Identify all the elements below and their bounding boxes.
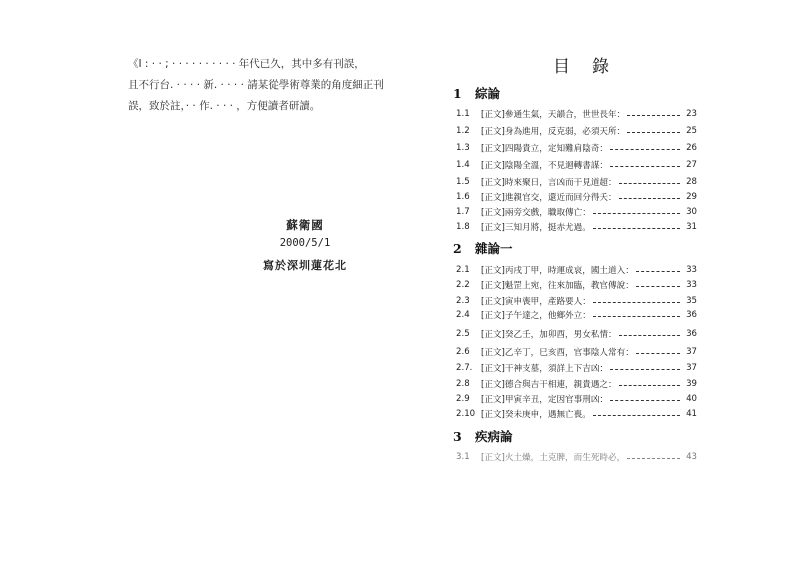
entry-page: 41 bbox=[686, 409, 697, 419]
entry-number: 2.4 bbox=[456, 310, 470, 320]
author-name: 蘇衛國 bbox=[286, 218, 324, 232]
entry-text: [正文]甲寅辛丑，定因官事刑凶： bbox=[481, 395, 609, 405]
entry-number: 2.7. bbox=[456, 363, 473, 373]
toc-entry[interactable] bbox=[456, 124, 697, 138]
entry-page: 40 bbox=[686, 394, 697, 404]
toc-entry[interactable] bbox=[456, 392, 697, 406]
section-number: 2 bbox=[453, 241, 462, 256]
entry-text: [正文]火土燥，土克脾，而生死時必， bbox=[481, 453, 626, 463]
entry-text: [正文]丙戌丁甲，時運成哀，國土道入： bbox=[481, 266, 634, 276]
dot-leader bbox=[593, 302, 680, 303]
entry-text: [正文]子午達之，他鄉外立： bbox=[481, 311, 591, 321]
preface-line: 誤，致於註，· · 作. · · · ，方便讀者研讀。 bbox=[128, 100, 321, 112]
entry-number: 3.1 bbox=[456, 452, 470, 462]
entry-page: 33 bbox=[686, 280, 697, 290]
section-title: 雜論一 bbox=[475, 241, 513, 256]
entry-page: 27 bbox=[686, 160, 697, 170]
entry-text: [正文]乙辛丁，巳亥酉，官事陰人常有： bbox=[481, 348, 634, 358]
entry-page: 25 bbox=[686, 126, 697, 136]
toc-entry[interactable] bbox=[456, 294, 697, 308]
entry-page: 29 bbox=[686, 192, 697, 202]
entry-number: 1.6 bbox=[456, 192, 470, 202]
section-title: 疾病論 bbox=[475, 429, 513, 444]
entry-number: 2.1 bbox=[456, 265, 470, 275]
entry-page: 35 bbox=[686, 296, 697, 306]
preface-line: 《I : · · ; · · · · · · · · · · 年代已久，其中多有刊誤， bbox=[128, 58, 365, 70]
toc-entry[interactable] bbox=[456, 407, 697, 421]
section-number: 1 bbox=[453, 86, 462, 101]
entry-text: [正文]癸乙壬，加卯酉，男女私情： bbox=[481, 330, 617, 340]
toc-entry[interactable] bbox=[456, 205, 697, 219]
entry-number: 2.10 bbox=[456, 409, 476, 419]
toc-entry[interactable] bbox=[456, 158, 697, 172]
dot-leader bbox=[593, 213, 680, 214]
entry-page: 26 bbox=[686, 143, 697, 153]
toc-entry[interactable] bbox=[456, 327, 697, 341]
entry-page: 37 bbox=[686, 347, 697, 357]
dot-leader bbox=[627, 115, 680, 116]
dot-leader bbox=[610, 149, 680, 150]
entry-text: [正文]陰陽全溫，不見迴轉書謀： bbox=[481, 161, 609, 171]
preface-line: 且不行台. · · · · 新. · · · · 請某從學術尊業的角度細正刊 bbox=[128, 79, 384, 91]
dot-leader bbox=[619, 183, 680, 184]
entry-page: 43 bbox=[686, 452, 697, 462]
entry-text: [正文]四陽貴立，定知難肩陰奇： bbox=[481, 144, 609, 154]
entry-page: 39 bbox=[686, 379, 697, 389]
preface-text bbox=[128, 54, 393, 117]
entry-text: [正文]寅申喪甲，產路要人： bbox=[481, 297, 591, 307]
entry-page: 37 bbox=[686, 363, 697, 373]
entry-text: [正文]兩旁交戲，職取傳亡： bbox=[481, 208, 591, 218]
dot-leader bbox=[627, 132, 680, 133]
dot-leader bbox=[593, 316, 680, 317]
toc-entry[interactable] bbox=[456, 345, 697, 359]
entry-text: [正文]身為進用，反克弱，必須天所： bbox=[481, 127, 626, 137]
entry-page: 28 bbox=[686, 177, 697, 187]
dot-leader bbox=[619, 198, 680, 199]
entry-number: 2.3 bbox=[456, 296, 470, 306]
toc-entry[interactable] bbox=[456, 190, 697, 204]
entry-number: 1.1 bbox=[456, 109, 470, 119]
dot-leader bbox=[593, 228, 680, 229]
dot-leader bbox=[610, 369, 680, 370]
entry-number: 1.8 bbox=[456, 222, 470, 232]
entry-text: [正文]德合與吉干相連，親貴遇之： bbox=[481, 380, 617, 390]
dot-leader bbox=[636, 353, 680, 354]
dot-leader bbox=[619, 385, 680, 386]
section-number: 3 bbox=[453, 429, 462, 444]
entry-text: [正文]干神支墓，須詳上下吉凶： bbox=[481, 364, 609, 374]
entry-number: 2.8 bbox=[456, 379, 470, 389]
toc-entry[interactable] bbox=[456, 278, 697, 292]
toc-entry[interactable] bbox=[456, 220, 697, 234]
entry-number: 1.3 bbox=[456, 143, 470, 153]
entry-number: 2.2 bbox=[456, 280, 470, 290]
entry-number: 1.5 bbox=[456, 177, 470, 187]
entry-text: [正文]三知月將，挺赤尤過。 bbox=[481, 223, 591, 233]
section-heading-3 bbox=[453, 427, 513, 445]
section-heading-1 bbox=[453, 84, 500, 102]
signature-place: 寫於深圳蓮花北 bbox=[263, 259, 347, 272]
dot-leader bbox=[610, 166, 680, 167]
entry-text: [正文]癸未庚申，遇無亡喪。 bbox=[481, 410, 591, 420]
toc-entry[interactable] bbox=[456, 450, 697, 464]
toc-entry[interactable] bbox=[456, 377, 697, 391]
entry-number: 1.7 bbox=[456, 207, 470, 217]
left-page bbox=[0, 0, 396, 562]
entry-page: 36 bbox=[686, 329, 697, 339]
entry-page: 30 bbox=[686, 207, 697, 217]
dot-leader bbox=[636, 271, 680, 272]
toc-entry[interactable] bbox=[456, 141, 697, 155]
entry-page: 31 bbox=[686, 222, 697, 232]
section-heading-2 bbox=[453, 239, 513, 257]
entry-text: [正文]魁罡上宛，往來加臨，教官傳說： bbox=[481, 281, 634, 291]
entry-number: 1.2 bbox=[456, 126, 470, 136]
dot-leader bbox=[593, 415, 680, 416]
entry-number: 1.4 bbox=[456, 160, 470, 170]
entry-number: 2.5 bbox=[456, 329, 470, 339]
section-title: 綜論 bbox=[475, 86, 501, 101]
entry-text: [正文]進親官交，還近而回分得夭： bbox=[481, 193, 617, 203]
toc-title: 目錄 bbox=[553, 57, 631, 77]
entry-number: 2.9 bbox=[456, 394, 470, 404]
toc-entry[interactable] bbox=[456, 308, 697, 322]
dot-leader bbox=[610, 400, 680, 401]
entry-page: 36 bbox=[686, 310, 697, 320]
dot-leader bbox=[619, 335, 680, 336]
entry-number: 2.6 bbox=[456, 347, 470, 357]
toc-entry[interactable] bbox=[456, 107, 697, 121]
signature-date: 2000/5/1 bbox=[279, 237, 331, 249]
entry-text: [正文]時來聚日，言凶而干見道超： bbox=[481, 178, 617, 188]
entry-page: 33 bbox=[686, 265, 697, 275]
toc-entry[interactable] bbox=[456, 263, 697, 277]
dot-leader bbox=[627, 458, 680, 459]
toc-entry[interactable] bbox=[456, 361, 697, 375]
toc-entry[interactable] bbox=[456, 175, 697, 189]
dot-leader bbox=[636, 286, 680, 287]
entry-text: [正文]參通生氣，天韻合，世世長年： bbox=[481, 110, 626, 120]
entry-page: 23 bbox=[686, 109, 697, 119]
